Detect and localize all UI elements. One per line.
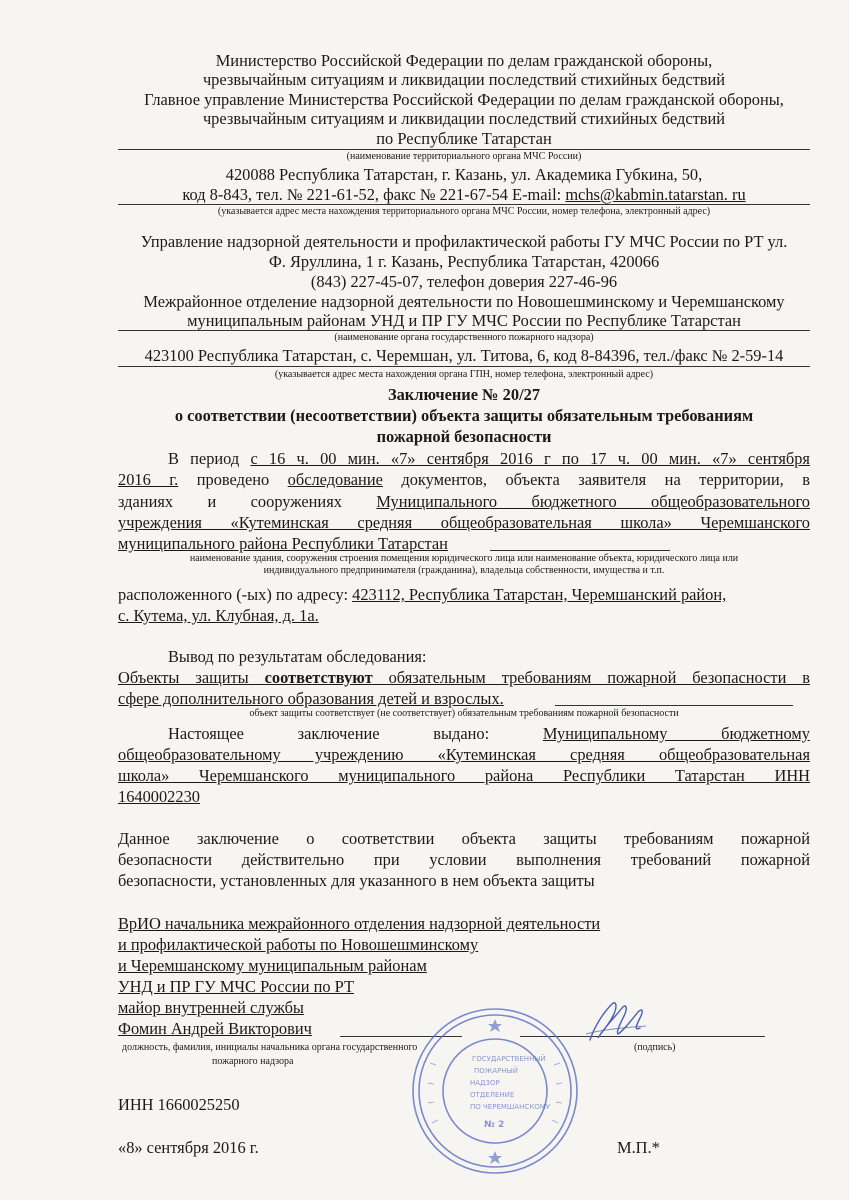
caption-signer-line2: пожарного надзора xyxy=(212,1056,294,1067)
divider xyxy=(118,149,810,150)
mro-line1: Межрайонное отделение надзорной деятельности по Новошешминскому и Черемшанскому xyxy=(143,292,785,311)
address-line1: 420088 Республика Татарстан, г. Казань, ул. Академика Губкина, 50, xyxy=(225,165,703,184)
handwritten-signature xyxy=(580,998,660,1048)
signer-position-line1: ВрИО начальника межрайонного отделения надзорной деятельности xyxy=(118,914,601,933)
official-stamp-seal xyxy=(400,1003,590,1178)
signer-position-line3: и Черемшанскому муниципальным районам xyxy=(118,956,427,975)
text: обязательным требованиям пожарной безопасности в xyxy=(372,668,810,687)
svg-text:ПО ЧЕРЕМШАНСКОМУ: ПО ЧЕРЕМШАНСКОМУ xyxy=(470,1103,551,1111)
inspection-line2 xyxy=(118,469,810,490)
inspection-period: с 16 ч. 00 мин. «7» сентября 2016 г по 17 ч. 00 мин. «7» сентября xyxy=(250,449,810,468)
divider xyxy=(118,330,810,331)
und-line3: (843) 227-45-07, телефон доверия 227-46-96 xyxy=(310,272,618,291)
mro-line2: муниципальным районам УНД и ПР ГУ МЧС России по Республике Татарстан xyxy=(187,311,741,330)
contacts-text: код 8-843, тел. № 221-61-52, факс № 221-67-54 E-mail: xyxy=(182,185,566,204)
caption-gpn-address: (указывается адрес места нахождения органа ГПН, номер телефона, электронный адрес) xyxy=(274,369,654,380)
text: Объекты защиты xyxy=(118,668,265,687)
gpn-address: 423100 Республика Татарстан, с. Черемшан, ул. Титова, 6, код 8-84396, тел./факс № 2-59-14 xyxy=(144,346,784,365)
divider xyxy=(118,204,810,205)
inspection-type: обследование xyxy=(287,470,383,489)
gu-name-line2: чрезвычайным ситуациям и ликвидации последствий стихийных бедствий xyxy=(202,109,726,128)
document-title: Заключение № 20/27 xyxy=(387,385,541,404)
caption-signer: должность, фамилия, инициалы начальника органа государственного xyxy=(122,1042,418,1053)
inspection-period-line xyxy=(118,448,810,469)
org-inn: ИНН 1660025250 xyxy=(118,1095,240,1114)
object-address-part2: с. Кутема, ул. Клубная, д. 1а. xyxy=(118,606,319,625)
conclusion-status: соответствуют xyxy=(264,668,373,687)
conclusion-label: Вывод по результатам обследования: xyxy=(168,647,427,666)
gu-name-line3: по Республике Татарстан xyxy=(376,129,552,148)
ministry-name-line2: чрезвычайным ситуациям и ликвидации последствий стихийных бедствий xyxy=(202,70,726,89)
fill-line xyxy=(490,550,670,551)
text: В период xyxy=(168,449,251,468)
und-line1: Управление надзорной деятельности и профилактической работы ГУ МЧС России по РТ ул. xyxy=(140,232,788,251)
seal-place-mark: М.П.* xyxy=(617,1138,660,1157)
object-name-part2: учреждения «Кутеминская средняя общеобразовательная школа» Черемшанского xyxy=(118,513,810,532)
location-line1 xyxy=(118,584,810,605)
conclusion-line2: сфере дополнительного образования детей и взрослых. xyxy=(118,689,504,708)
und-line2: Ф. Яруллина, 1 г. Казань, Республика Татарстан, 420066 xyxy=(268,252,660,271)
caption-object-line2: индивидуального предпринимателя (гражданина), владельца собственности, имущества и т.п. xyxy=(263,565,665,576)
email-link[interactable]: mchs@kabmin.tatarstan. ru xyxy=(565,185,746,204)
recipient-part2: общеобразовательному учреждению «Кутеминская средняя общеобразовательная xyxy=(118,745,810,764)
divider xyxy=(118,366,810,367)
validity-line2: безопасности действительно при условии выполнения требований пожарной xyxy=(118,850,810,869)
inspection-line3 xyxy=(118,491,810,512)
conclusion-line1 xyxy=(118,667,810,688)
svg-text:ГОСУДАРСТВЕННЫЙ: ГОСУДАРСТВЕННЫЙ xyxy=(472,1055,546,1063)
caption-object: наименование здания, сооружения строения помещения юридического лица или наименование объекта, юридического лица или xyxy=(189,553,739,564)
recipient-inn: 1640002230 xyxy=(118,787,200,806)
issued-line1 xyxy=(118,723,810,744)
text: проведено xyxy=(178,470,288,489)
caption-gpn-organ: (наименование органа государственного пожарного надзора) xyxy=(334,332,594,343)
recipient-part1: Муниципальному бюджетному xyxy=(542,724,810,743)
address-line2 xyxy=(118,184,810,205)
signer-name: Фомин Андрей Викторович xyxy=(118,1019,312,1038)
signer-position-line4: УНД и ПР ГУ МЧС России по РТ xyxy=(118,977,354,996)
object-name-part1: Муниципального бюджетного общеобразовательного xyxy=(376,492,811,511)
object-address-part1: 423112, Республика Татарстан, Черемшанский район, xyxy=(352,585,727,604)
text: расположенного (-ых) по адресу: xyxy=(118,585,353,604)
caption-territorial-organ: (наименование территориального органа МЧС России) xyxy=(346,151,582,162)
caption-signature: (подпись) xyxy=(634,1042,676,1053)
caption-address: (указывается адрес места нахождения территориального органа МЧС России, номер телефона, электронный адрес) xyxy=(217,206,711,217)
text: документов, объекта заявителя на территории, в xyxy=(382,470,811,489)
svg-text:№ 2: № 2 xyxy=(484,1120,505,1130)
recipient-part3: школа» Черемшанского муниципального района Республики Татарстан ИНН xyxy=(118,766,810,785)
validity-line1: Данное заключение о соответствии объекта защиты требованиям пожарной xyxy=(118,829,810,848)
validity-line3: безопасности, установленных для указанного в нем объекта защиты xyxy=(118,871,595,890)
svg-text:НАДЗОР: НАДЗОР xyxy=(470,1079,500,1087)
svg-text:ОТДЕЛЕНИЕ: ОТДЕЛЕНИЕ xyxy=(470,1091,515,1099)
gu-name-line1: Главное управление Министерства Российской Федерации по делам гражданской обороны, xyxy=(144,90,784,109)
svg-text:ПОЖАРНЫЙ: ПОЖАРНЫЙ xyxy=(474,1067,518,1075)
inspection-year: 2016 г. xyxy=(118,470,179,489)
document-subtitle-line2: пожарной безопасности xyxy=(376,427,552,446)
text: зданиях и сооружениях xyxy=(118,492,377,511)
object-name-part3: муниципального района Республики Татарстан xyxy=(118,534,448,553)
caption-conclusion: объект защиты соответствует (не соответствует) обязательным требованиям пожарной безопасности xyxy=(249,708,679,719)
signer-position-line2: и профилактической работы по Новошешминскому xyxy=(118,935,479,954)
issue-date: «8» сентября 2016 г. xyxy=(118,1138,259,1157)
text: Настоящее заключение выдано: xyxy=(168,724,543,743)
fill-line xyxy=(555,705,793,706)
ministry-name-line1: Министерство Российской Федерации по делам гражданской обороны, xyxy=(215,51,713,70)
signer-rank: майор внутренней службы xyxy=(118,998,304,1017)
document-subtitle-line1: о соответствии (несоответствии) объекта защиты обязательным требованиям xyxy=(174,406,754,425)
